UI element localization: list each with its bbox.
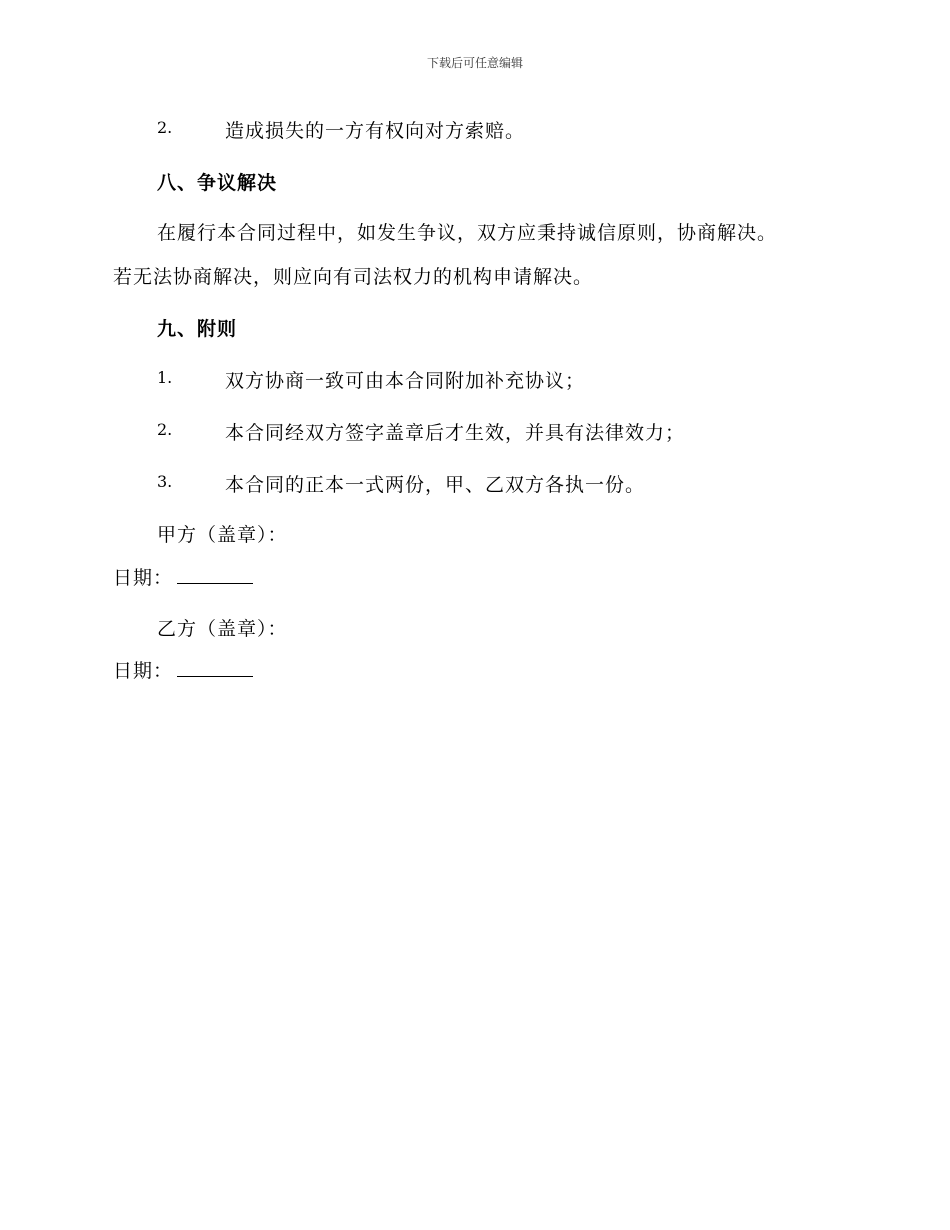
list-item-number: 2.: [157, 118, 173, 137]
section-heading-appendix: 九、附则: [157, 318, 238, 340]
list-item-number: 1.: [157, 368, 173, 387]
paragraph-line: 在履行本合同过程中，如发生争议，双方应秉持诚信原则，协商解决。: [157, 222, 778, 244]
date-b-label: 日期：: [113, 660, 174, 682]
list-item-text: 双方协商一致可由本合同附加补充协议；: [225, 370, 586, 392]
date-a-label: 日期：: [113, 567, 174, 589]
party-b-seal-label: 乙方（盖章）：: [157, 618, 288, 640]
section-heading-dispute: 八、争议解决: [157, 172, 278, 194]
list-item-number: 2.: [157, 420, 173, 439]
date-a-row: [113, 563, 253, 590]
list-item-text: 本合同的正本一式两份，甲、乙双方各执一份。: [225, 474, 646, 496]
list-item-number: 3.: [157, 472, 173, 491]
page-header: 下载后可任意编辑: [426, 56, 523, 70]
list-item-text: 本合同经双方签字盖章后才生效，并具有法律效力；: [225, 422, 686, 444]
list-item-text: 造成损失的一方有权向对方索赔。: [225, 120, 526, 142]
date-b-row: [113, 656, 253, 683]
date-a-blank: [177, 567, 253, 584]
paragraph-line: 若无法协商解决，则应向有司法权力的机构申请解决。: [113, 266, 594, 288]
party-a-seal-label: 甲方（盖章）：: [157, 524, 288, 546]
date-b-blank: [177, 660, 253, 677]
